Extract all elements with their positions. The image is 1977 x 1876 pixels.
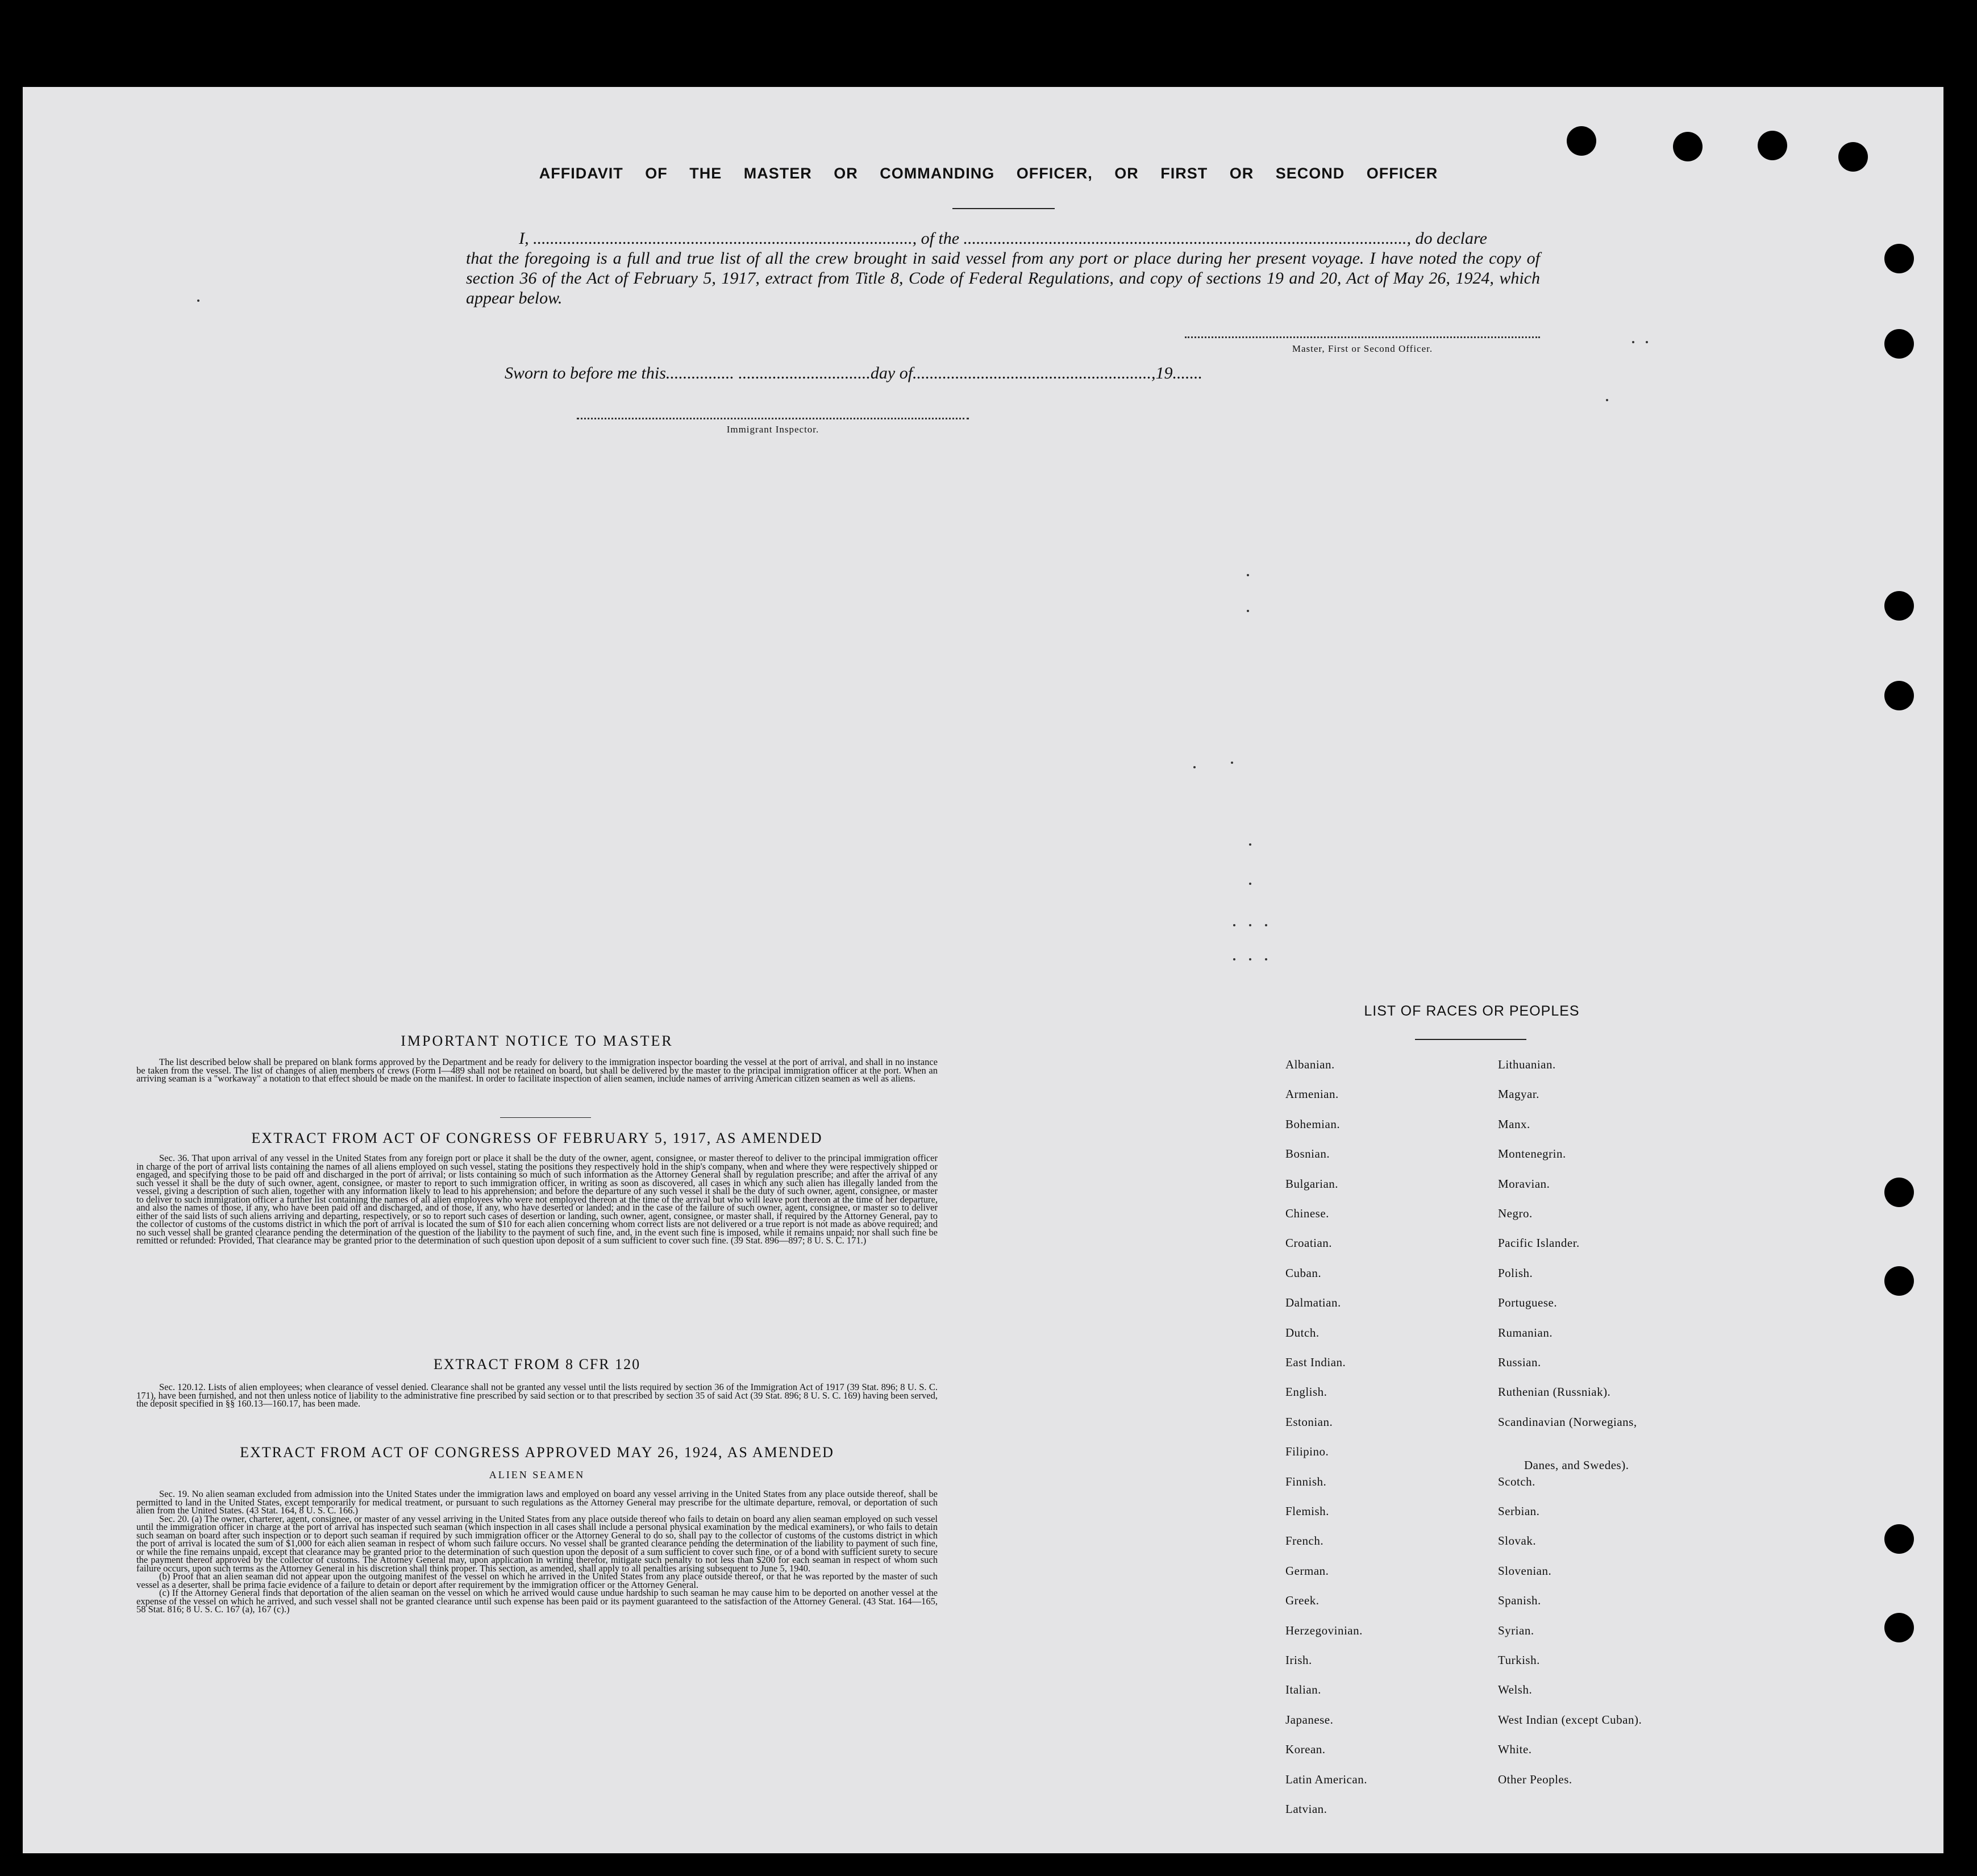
race-item: Syrian. xyxy=(1498,1624,1534,1637)
race-item: Italian. xyxy=(1285,1683,1321,1696)
section-20c-text: (c) If the Attorney General finds that deportation of the alien seaman on the vessel on which he arrived would cause undue hardship to such seaman he may cause him to be deported on another vessel at the expense of the vessel on which he arrived, and such vessel shall not be granted clearance until such expense has been paid or its payment guaranteed to the satisfaction of the Attorney General. (43 Stat. 164—165, 58 Stat. 816; 8 U. S. C. 167 (a), 167 (c).) xyxy=(136,1587,938,1615)
race-item: Scotch. xyxy=(1498,1475,1535,1488)
race-item: Portuguese. xyxy=(1498,1296,1558,1309)
race-item: Montenegrin. xyxy=(1498,1147,1566,1160)
extract-1917-title: EXTRACT FROM ACT OF CONGRESS OF FEBRUARY 5, 1917, AS AMENDED xyxy=(251,1130,823,1146)
affidavit-title: AFFIDAVIT OF THE MASTER OR COMMANDING OFFICER, OR FIRST OR SECOND OFFICER xyxy=(539,165,1438,182)
extract-1917-body xyxy=(136,1154,938,1245)
punch-hole xyxy=(1673,132,1703,161)
section-20b-text: (b) Proof that an alien seaman did not appear upon the outgoing manifest of the vessel on which he arrived in the United States from any place outside thereof, or that he was reported by the master of such vessel as a deserter, shall be prima facie evidence of a failure to detain or deport after requirement by the immigration officer or the Attorney General. xyxy=(136,1571,938,1590)
punch-hole xyxy=(1884,1178,1914,1207)
extract-cfr-title: EXTRACT FROM 8 CFR 120 xyxy=(433,1356,641,1372)
notice-body xyxy=(136,1058,938,1083)
race-item: Scandinavian (Norwegians, xyxy=(1498,1415,1637,1429)
scan-speck xyxy=(1249,924,1251,926)
race-item: Serbian. xyxy=(1498,1504,1540,1518)
race-item: Russian. xyxy=(1498,1355,1541,1369)
scan-speck xyxy=(1265,924,1267,926)
scan-speck xyxy=(1233,924,1235,926)
scan-speck xyxy=(1247,574,1249,576)
declaration-body: that the foregoing is a full and true list of all the crew brought in said vessel from any port or place during her present voyage. I have noted the copy of section 36 of the Act of February 5, 1917, extract from Title 8, Code of Federal Regulations, and copy of sections 19 and 20, Act of May 26, 1924, which appear below. xyxy=(466,249,1540,307)
scan-speck xyxy=(1249,843,1251,846)
punch-hole xyxy=(1884,329,1914,359)
inspector-caption: Immigrant Inspector. xyxy=(726,424,819,435)
race-item: Bosnian. xyxy=(1285,1147,1330,1160)
extract-cfr-body xyxy=(136,1383,938,1408)
punch-hole xyxy=(1884,591,1914,621)
race-item: Irish. xyxy=(1285,1653,1312,1667)
races-list-title: LIST OF RACES OR PEOPLES xyxy=(1364,1003,1580,1019)
races-title-underline xyxy=(1415,1039,1526,1040)
race-item: Filipino. xyxy=(1285,1445,1329,1458)
extract-1924-title: EXTRACT FROM ACT OF CONGRESS APPROVED MAY 26, 1924, AS AMENDED xyxy=(240,1444,834,1461)
section-120-12-text: Sec. 120.12. Lists of alien employees; when clearance of vessel denied. Clearance shall not be granted any vessel until the lists required by section 36 of the Immigration Act of 1917 (39 Stat. 896; 8 U. S. C. 171), have been furnished, and not then unless notice of liability to the administrative fine prescribed by said section or to that prescribed by section 35 of said Act (39 Stat. 896; 8 U. S. C. 169) having been served, the deposit specified in §§ 160.13—160.17, has been made. xyxy=(136,1382,938,1409)
title-underline xyxy=(952,208,1055,209)
punch-hole xyxy=(1567,126,1596,156)
race-item: Greek. xyxy=(1285,1594,1320,1607)
race-item: White. xyxy=(1498,1742,1532,1756)
race-item: Latin American. xyxy=(1285,1773,1367,1786)
scan-speck xyxy=(1632,341,1634,343)
extract-1924-body xyxy=(136,1490,938,1614)
race-item: Korean. xyxy=(1285,1742,1326,1756)
master-signature-line[interactable] xyxy=(1185,336,1540,338)
race-item: Cuban. xyxy=(1285,1266,1322,1280)
punch-hole xyxy=(1884,681,1914,710)
race-item: Bulgarian. xyxy=(1285,1177,1339,1191)
race-item: Japanese. xyxy=(1285,1713,1334,1727)
race-item: Croatian. xyxy=(1285,1236,1333,1250)
race-item: Dalmatian. xyxy=(1285,1296,1341,1309)
race-item: West Indian (except Cuban). xyxy=(1498,1713,1642,1727)
race-item: Finnish. xyxy=(1285,1475,1327,1488)
sworn-line: Sworn to before me this................ ...............................day of........................................................,19....... xyxy=(505,364,1203,382)
scan-speck xyxy=(1646,341,1648,343)
scan-speck xyxy=(1249,883,1251,885)
race-item: Spanish. xyxy=(1498,1594,1541,1607)
punch-hole xyxy=(1884,1524,1914,1554)
race-item: French. xyxy=(1285,1534,1324,1548)
race-item: Moravian. xyxy=(1498,1177,1550,1191)
punch-hole xyxy=(1884,1613,1914,1642)
notice-paragraph: The list described below shall be prepared on blank forms approved by the Department and be ready for delivery to the immigration inspector boarding the vessel at the port of arrival, and shall in no instance be taken from the vessel. The list of changes of alien members of crews (Form I—489 shall not be retained on board, but shall be delivered by the master to the principal immigration officer at the port. When an arriving seaman is a "workaway" a notation to that effect should be made on the manifest. In order to facilitate inspection of alien seamen, include names of arriving American citizen seamen as well as aliens. xyxy=(136,1056,938,1084)
race-item: East Indian. xyxy=(1285,1355,1346,1369)
punch-hole xyxy=(1758,131,1787,160)
punch-hole xyxy=(1884,1266,1914,1296)
race-item: Polish. xyxy=(1498,1266,1533,1280)
punch-hole xyxy=(1884,244,1914,273)
notice-title: IMPORTANT NOTICE TO MASTER xyxy=(401,1033,673,1049)
race-item: Danes, and Swedes). xyxy=(1524,1458,1629,1472)
race-item: Flemish. xyxy=(1285,1504,1329,1518)
race-item: Chinese. xyxy=(1285,1207,1329,1220)
section-36-text: Sec. 36. That upon arrival of any vessel in the United States from any foreign port or place it shall be the duty of the owner, agent, consignee, or master thereof to deliver to the principal immigration officer in charge of the port of arrival lists containing the names of all aliens employed on such vessel, stating the positions they respectively hold in the ship's company, when and where they were respectively shipped or engaged, and specifying those to be paid off and discharged in the port of arrival; or lists containing so much of such information as the Attorney General shall by regulation prescribe; and after the arrival of any such vessel it shall be the duty of such owner, agent, consignee, or master to report to such immigration officer, in writing as soon as discovered, all cases in which any such alien has illegally landed from the vessel, giving a description of such alien, together with any information likely to lead to his apprehension; and before the departure of any such vessel it shall be the duty of such owner, agent, consignee, or master to deliver to such immigration officer a further list containing the names of all alien employees who were not employed thereon at the time of the arrival but who will leave port thereon at the time of her departure, and also the names of those, if any, who have been paid off and discharged, and of those, if any, who have deserted or landed; and in the case of the failure of such owner, agent, consignee, or master so to deliver either of the said lists of such aliens arriving and departing, respectively, or so to report such cases of desertion or landing, such owner, agent, consignee, or master shall, if required by the Attorney General, pay to the collector of customs of the customs district in which the port of arrival is located the sum of $10 for each alien concerning whom correct lists are not delivered or a true report is not made as above required; and no such vessel shall be granted clearance pending the determination of the question of the liability to the payment of such fine, and, in the event such fine is imposed, while it remains unpaid; nor shall such fine be remitted or refunded: Provided, That clearance may be granted prior to the determination of such question upon deposit of a sum sufficient to cover such fine. (39 Stat. 896—897; 8 U. S. C. 171.) xyxy=(136,1153,938,1246)
section-20a-text: Sec. 20. (a) The owner, charterer, agent, consignee, or master of any vessel arriving in the United States from any place outside thereof who fails to detain on board any alien seaman employed on such vessel until the immigration officer in charge at the port of arrival has inspected such seaman (which inspection in all cases shall include a personal physical examination by the medical examiners), or who fails to detain such seaman on board after such inspection or to deport such seaman if required by such immigration officer or the Attorney General to do so, shall pay to the collector of customs of the customs district in which the port of arrival is located the sum of $1,000 for each alien seaman in respect of whom such failure occurs. No vessel shall be granted clearance pending the determination of the liability to payment of such fine, or while the fine remains unpaid, except that clearance may be granted prior to the determination of such question upon the deposit of a sum sufficient to cover such fine, or of a bond with sufficient surety to secure the payment thereof approved by the collector of customs. The Attorney General may, upon application in writing therefor, mitigate such penalty to not less than $200 for each seaman in respect of whom such failure occurs, upon such terms as the Attorney General in his discretion shall think proper. This section, as amended, shall apply to all penalties arising subsequent to June 5, 1940. xyxy=(136,1513,938,1574)
race-item: Magyar. xyxy=(1498,1087,1539,1101)
race-item: Armenian. xyxy=(1285,1087,1339,1101)
race-item: Herzegovinian. xyxy=(1285,1624,1363,1637)
declaration-text xyxy=(466,228,1540,308)
scan-speck xyxy=(1249,958,1251,960)
race-item: Slovenian. xyxy=(1498,1564,1552,1578)
race-item: Albanian. xyxy=(1285,1058,1335,1071)
scan-speck xyxy=(197,300,199,302)
alien-seamen-subtitle: ALIEN SEAMEN xyxy=(489,1469,585,1480)
race-item: Manx. xyxy=(1498,1117,1530,1131)
race-item: Estonian. xyxy=(1285,1415,1333,1429)
scan-speck xyxy=(1606,399,1608,401)
master-caption: Master, First or Second Officer. xyxy=(1292,343,1433,354)
scan-speck xyxy=(1193,766,1196,768)
race-item: Other Peoples. xyxy=(1498,1773,1572,1786)
race-item: German. xyxy=(1285,1564,1329,1578)
declaration-line1: I, ........................................................................................., of the ........................................................................................................, do declare xyxy=(519,229,1487,248)
scan-speck xyxy=(1247,610,1249,612)
race-item: Welsh. xyxy=(1498,1683,1533,1696)
inspector-signature-line[interactable] xyxy=(577,418,969,419)
race-item: Slovak. xyxy=(1498,1534,1537,1548)
race-item: Turkish. xyxy=(1498,1653,1540,1667)
race-item: Dutch. xyxy=(1285,1326,1320,1340)
scan-speck xyxy=(1233,958,1235,960)
race-item: Bohemian. xyxy=(1285,1117,1341,1131)
race-item: Rumanian. xyxy=(1498,1326,1553,1340)
section-19-text: Sec. 19. No alien seaman excluded from admission into the United States under the immigration laws and employed on board any vessel arriving in the United States from any place outside thereof, shall be permitted to land in the United States, except temporarily for medical treatment, or pursuant to such regulations as the Attorney General may prescribe for the ultimate departure, removal, or deportation of such alien from the United States. (43 Stat. 164, 8 U. S. C. 166.) xyxy=(136,1488,938,1516)
race-item: English. xyxy=(1285,1385,1327,1399)
race-item: Negro. xyxy=(1498,1207,1533,1220)
scan-speck xyxy=(1265,958,1267,960)
race-item: Pacific Islander. xyxy=(1498,1236,1580,1250)
race-item: Lithuanian. xyxy=(1498,1058,1556,1071)
race-item: Latvian. xyxy=(1285,1802,1327,1816)
race-item: Ruthenian (Russniak). xyxy=(1498,1385,1611,1399)
scan-speck xyxy=(1231,762,1233,764)
notice-divider xyxy=(500,1117,591,1118)
